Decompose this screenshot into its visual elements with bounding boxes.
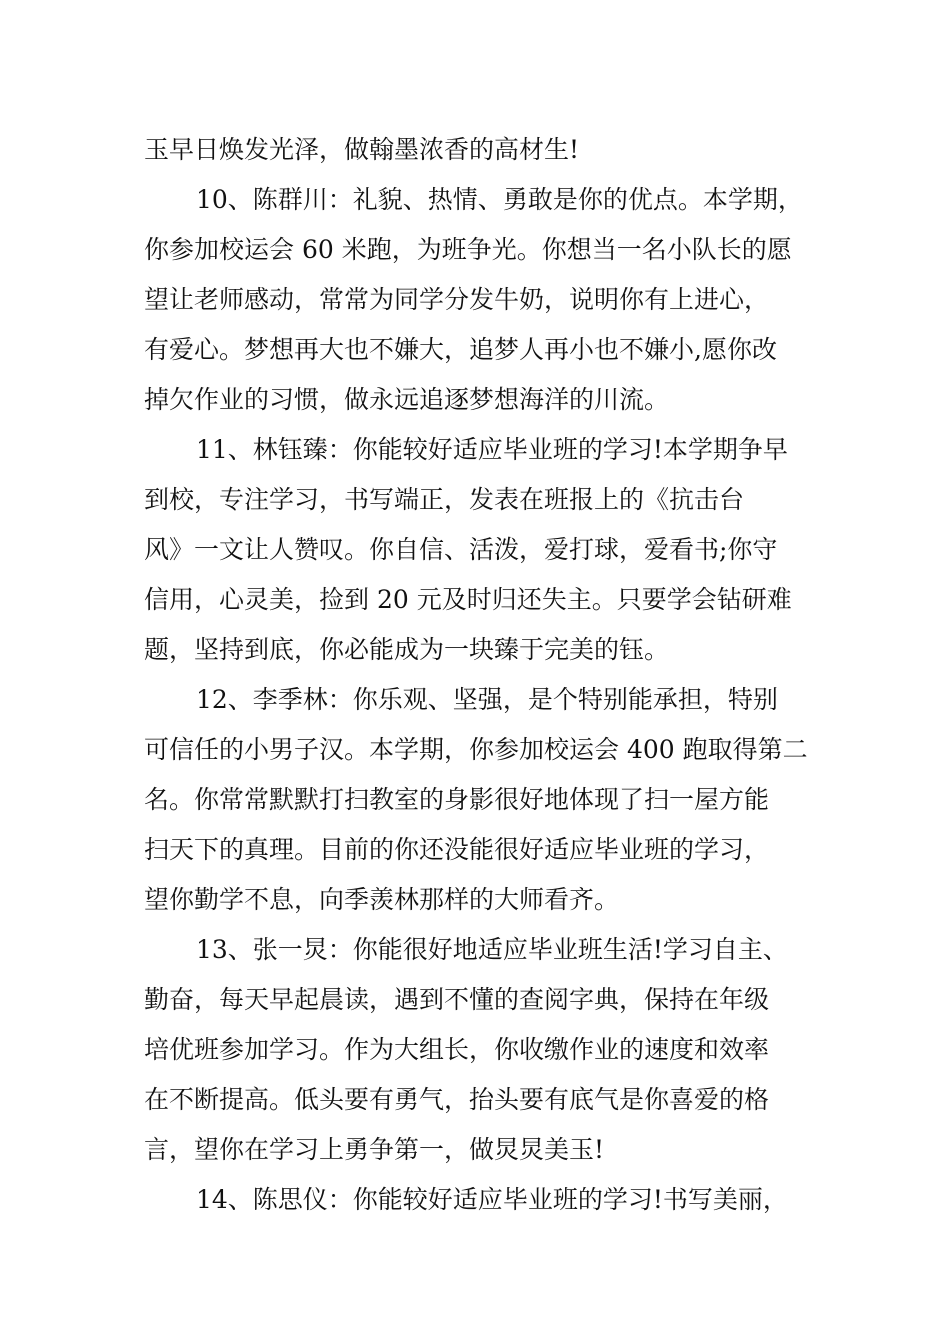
text-line: 扫天下的真理。目前的你还没能很好适应毕业班的学习， bbox=[144, 835, 770, 864]
text-line: 玉早日焕发光泽，做翰墨浓香的高材生! bbox=[144, 135, 580, 164]
text-line: 风》一文让人赞叹。你自信、活泼，爱打球，爱看书;你守 bbox=[144, 535, 778, 564]
text-line: 望你勤学不息，向季羡林那样的大师看齐。 bbox=[144, 885, 620, 914]
text-line: 名。你常常默默打扫教室的身影很好地体现了扫一屋方能 bbox=[144, 785, 770, 814]
text-line: 到校，专注学习，书写端正，发表在班报上的《抗击台 bbox=[144, 485, 745, 514]
paragraph-first-line-13: 13、张一炅：你能很好地适应毕业班生活!学习自主、 bbox=[196, 935, 788, 964]
paragraph-first-line-11: 11、林钰臻：你能较好适应毕业班的学习!本学期争早 bbox=[196, 435, 788, 464]
text-line: 掉欠作业的习惯，做永远追逐梦想海洋的川流。 bbox=[144, 385, 670, 414]
paragraph-first-line-10: 10、陈群川：礼貌、热情、勇敢是你的优点。本学期， bbox=[196, 185, 803, 214]
text-line: 勤奋，每天早起晨读，遇到不懂的查阅字典，保持在年级 bbox=[144, 985, 770, 1014]
text-line: 培优班参加学习。作为大组长，你收缴作业的速度和效率 bbox=[144, 1035, 770, 1064]
paragraph-first-line-14: 14、陈思仪：你能较好适应毕业班的学习!书写美丽， bbox=[196, 1185, 788, 1214]
text-line: 信用，心灵美，捡到 20 元及时归还失主。只要学会钻研难 bbox=[144, 585, 792, 614]
text-line: 你参加校运会 60 米跑，为班争光。你想当一名小队长的愿 bbox=[144, 235, 792, 264]
paragraph-first-line-12: 12、李季林：你乐观、坚强，是个特别能承担，特别 bbox=[196, 685, 778, 714]
text-line: 有爱心。梦想再大也不嫌大，追梦人再小也不嫌小,愿你改 bbox=[144, 335, 777, 364]
text-line: 可信任的小男子汉。本学期，你参加校运会 400 跑取得第二 bbox=[144, 735, 808, 764]
text-line: 言，望你在学习上勇争第一，做炅炅美玉! bbox=[144, 1135, 605, 1164]
text-line: 望让老师感动，常常为同学分发牛奶，说明你有上进心， bbox=[144, 285, 770, 314]
text-line: 题，坚持到底，你必能成为一块臻于完美的钰。 bbox=[144, 635, 670, 664]
text-line: 在不断提高。低头要有勇气，抬头要有底气是你喜爱的格 bbox=[144, 1085, 770, 1114]
